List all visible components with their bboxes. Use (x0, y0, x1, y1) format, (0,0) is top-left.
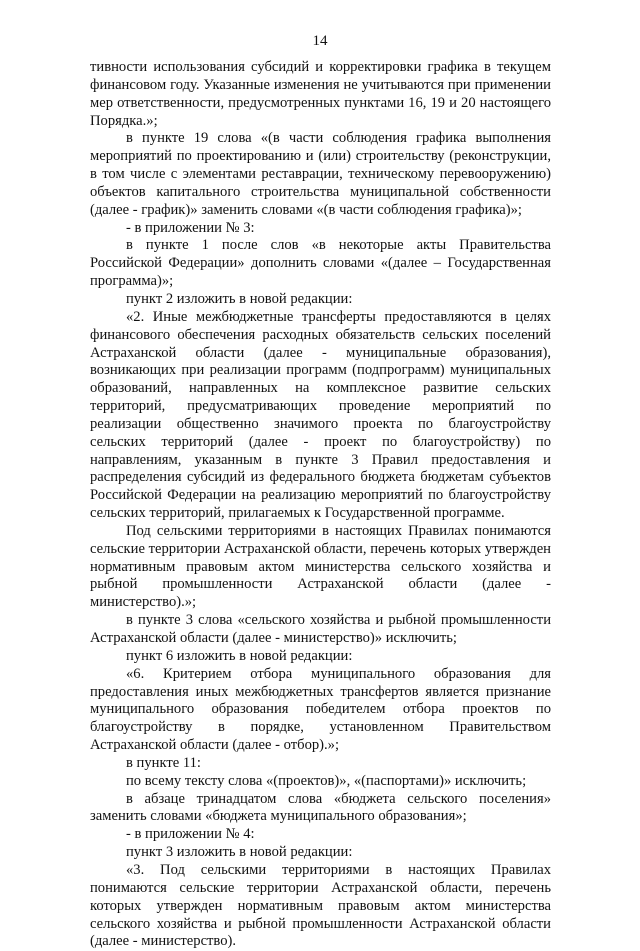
document-body (90, 59, 551, 951)
paragraph-item-3-intro: пункт 3 изложить в новой редакции: (126, 844, 353, 861)
paragraph-item-3: в пункте 3 слова «сельского хозяйства и рыбной промышленности Астраханской области (далее - министерство)» исключить; (90, 612, 551, 646)
paragraph-item-19: в пункте 19 слова «(в части соблюдения графика выполнения мероприятий по проектированию и (или) строительству (реконструкции, в том числе с элементами реставрации, техническому перевооружению) объектов капитального строительства муниципальной собственности (далее - график)» заменить словами «(в части соблюдения графика)»; (90, 130, 551, 218)
paragraph-item-2-intro: пункт 2 изложить в новой редакции: (126, 290, 353, 307)
paragraph-item-6-text: «6. Критерием отбора муниципального образования для предоставления иных межбюджетных трансфертов является признание муниципального образования победителем отбора проектов по благоустройству в порядке, установленном Правительством Астраханской области (далее - отбор).»; (90, 665, 551, 754)
paragraph-item-11-text: по всему тексту слова «(проектов)», «(паспортами)» исключить; (126, 772, 527, 789)
page-number: 14 (312, 33, 328, 49)
paragraph-continuation: тивности использования субсидий и корректировки графика в текущем финансовом году. Указанные изменения не учитываются при применении мер ответственности, предусмотренных пунктами 16, 19 и 20 настоящего Порядка.»; (90, 59, 551, 129)
paragraph-rural-territories: Под сельскими территориями в настоящих Правилах понимаются сельские территории Астраханской области, перечень которых утвержден нормативным правовым актом министерства сельского хозяйства и рыбной промышленности Астраханской области (далее - министерство).»; (90, 522, 551, 611)
paragraph-appendix-3: - в приложении № 3: (126, 219, 255, 236)
paragraph-item-1: в пункте 1 после слов «в некоторые акты Правительства Российской Федерации» дополнить словами «(далее – Государственная программа)»; (90, 237, 551, 290)
paragraph-item-2-text: «2. Иные межбюджетные трансферты предоставляются в целях финансового обеспечения расходных обязательств сельских поселений Астраханской области (далее - муниципальные образования), возникающих при реализации программ (подпрограмм) муниципальных образований, направленных на комплексное развитие сельских территорий, предусматривающих проведение мероприятий по реализации общественно значимого проекта по благоустройству сельских территорий (далее - проект по благоустройству) по направлениям, указанным в пункте 3 Правил предоставления и распределения субсидий из федерального бюджета бюджетам субъектов Российской Федерации на реализацию мероприятий по благоустройству сельских территорий, прилагаемых к Государственной программе. (90, 308, 551, 522)
paragraph-item-11: в пункте 11: (126, 754, 201, 771)
paragraph-item-6-intro: пункт 6 изложить в новой редакции: (126, 647, 353, 664)
paragraph-appendix-4: - в приложении № 4: (126, 826, 255, 843)
paragraph-item-3-text: «3. Под сельскими территориями в настоящих Правилах понимаются сельские территории Астраханской области, перечень которых утвержден нормативным правовым актом министерства сельского хозяйства и рыбной промышленности Астраханской области (далее - министерство). (90, 861, 551, 950)
paragraph-abzac-13: в абзаце тринадцатом слова «бюджета сельского поселения» заменить словами «бюджета муниципального образования»; (90, 790, 551, 825)
